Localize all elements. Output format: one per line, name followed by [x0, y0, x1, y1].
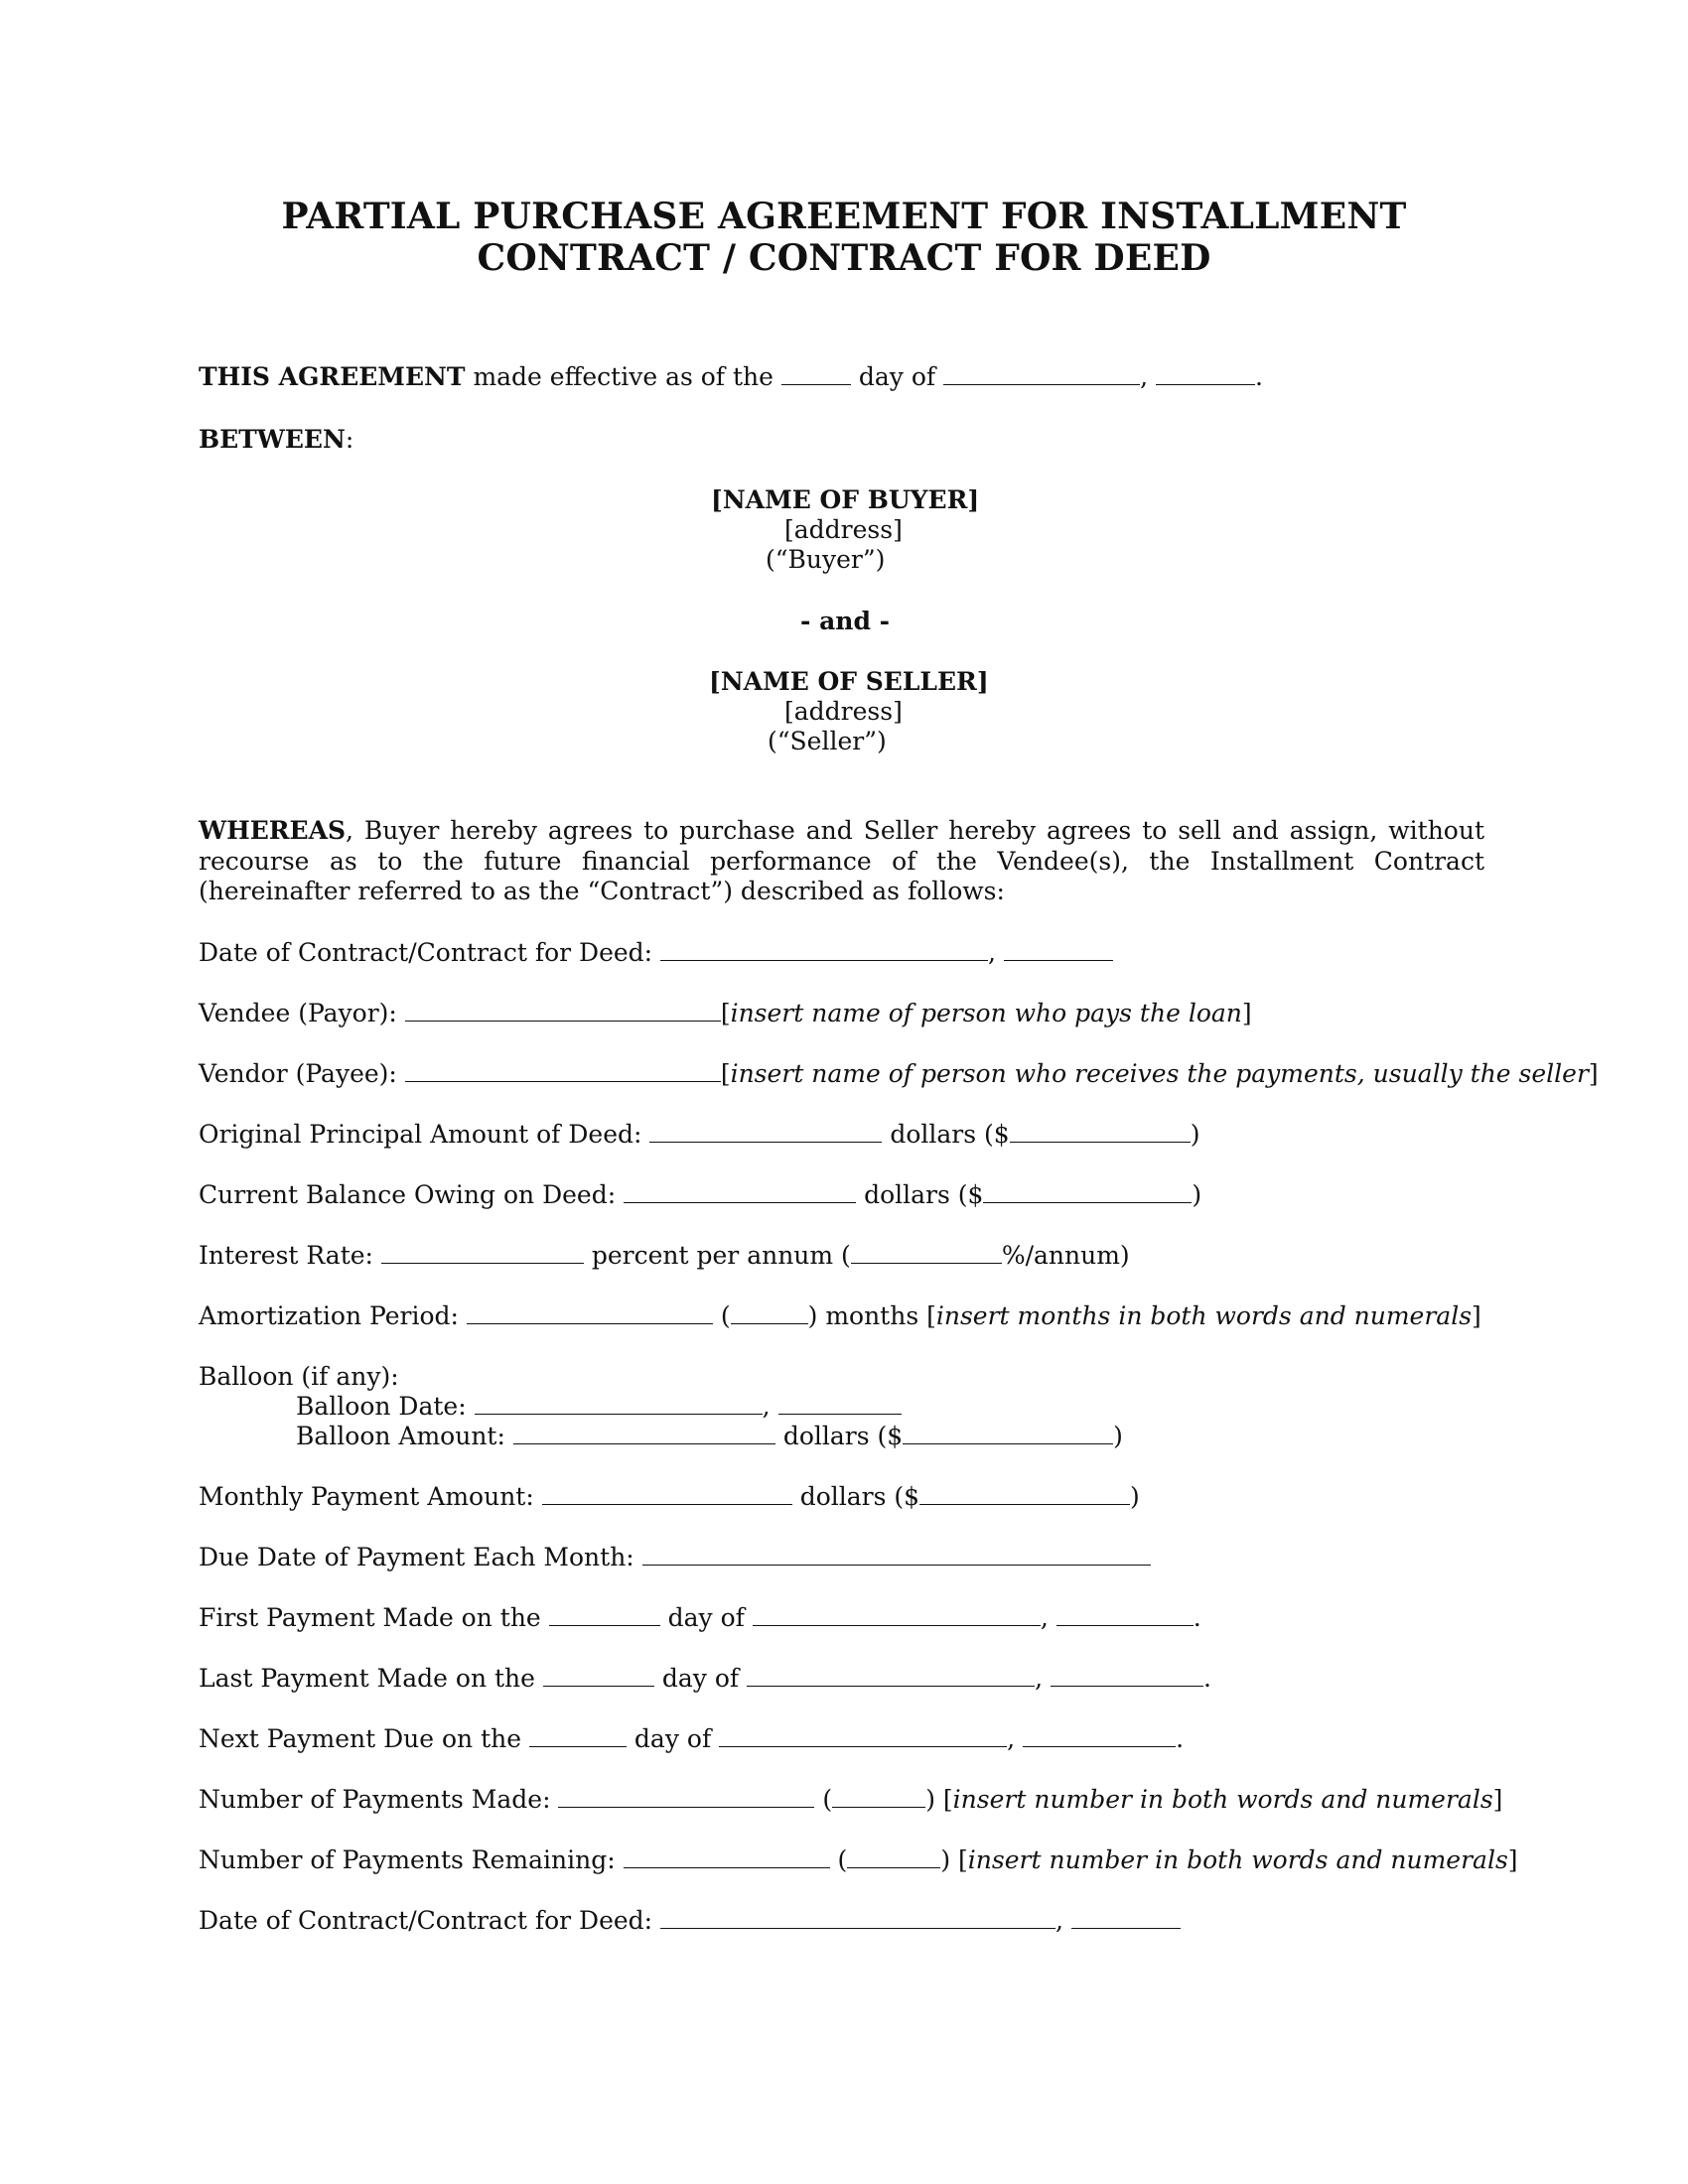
- current-balance-row: Current Balance Owing on Deed: dollars ($ ): [199, 1180, 1202, 1209]
- last-payment-day-blank[interactable]: [543, 1664, 654, 1687]
- buyer-name: [NAME OF BUYER]: [711, 485, 980, 514]
- seller-alias: (“Seller”): [768, 727, 887, 755]
- payments-made-number-blank[interactable]: [832, 1785, 925, 1808]
- payments-remaining-row: Number of Payments Remaining: ( ) [insert number in both words and numerals]: [199, 1845, 1518, 1874]
- vendor-note: insert name of person who receives the payments, usually the seller: [730, 1059, 1589, 1088]
- date-of-contract-row-2: Date of Contract/Contract for Deed: ,: [199, 1905, 1181, 1937]
- balloon-heading: Balloon (if any):: [199, 1362, 399, 1391]
- date-of-contract-row: Date of Contract/Contract for Deed: ,: [199, 937, 1113, 969]
- date-of-contract-2-year-blank[interactable]: [1071, 1906, 1181, 1929]
- first-payment-day-blank[interactable]: [549, 1603, 660, 1626]
- seller-address: [address]: [784, 697, 903, 726]
- interest-rate-number-blank[interactable]: [851, 1241, 1002, 1264]
- last-payment-year-blank[interactable]: [1051, 1664, 1203, 1687]
- current-balance-number-blank[interactable]: [983, 1180, 1192, 1203]
- interest-rate-words-blank[interactable]: [381, 1241, 584, 1264]
- last-payment-row: Last Payment Made on the day of , .: [199, 1664, 1211, 1693]
- payments-remaining-note: insert number in both words and numerals: [967, 1845, 1508, 1874]
- original-principal-number-blank[interactable]: [1010, 1120, 1191, 1143]
- and-separator: - and -: [800, 607, 891, 635]
- balloon-amount-number-blank[interactable]: [903, 1422, 1113, 1444]
- document-title-line-1: PARTIAL PURCHASE AGREEMENT FOR INSTALLMENT: [281, 196, 1407, 237]
- balloon-amount-words-blank[interactable]: [513, 1422, 775, 1444]
- first-payment-month-blank[interactable]: [753, 1603, 1041, 1626]
- due-date-row: Due Date of Payment Each Month:: [199, 1542, 1151, 1573]
- amortization-words-blank[interactable]: [467, 1301, 713, 1324]
- next-payment-row: Next Payment Due on the day of , .: [199, 1724, 1185, 1753]
- payments-made-row: Number of Payments Made: ( ) [insert number in both words and numerals]: [199, 1785, 1503, 1814]
- interest-rate-row: Interest Rate: percent per annum ( %/annum): [199, 1241, 1130, 1270]
- last-payment-month-blank[interactable]: [747, 1664, 1035, 1687]
- date-of-contract-year-blank[interactable]: [1004, 938, 1113, 961]
- date-of-contract-blank[interactable]: [660, 938, 988, 961]
- current-balance-words-blank[interactable]: [624, 1180, 856, 1203]
- original-principal-words-blank[interactable]: [649, 1120, 882, 1143]
- date-of-contract-2-blank[interactable]: [660, 1906, 1055, 1929]
- next-payment-month-blank[interactable]: [719, 1724, 1007, 1747]
- first-payment-year-blank[interactable]: [1056, 1603, 1194, 1626]
- year-blank[interactable]: [1156, 362, 1255, 385]
- original-principal-row: Original Principal Amount of Deed: dollars ($ ): [199, 1120, 1200, 1149]
- amortization-note: insert months in both words and numerals: [935, 1301, 1473, 1330]
- vendor-blank[interactable]: [405, 1059, 721, 1082]
- due-date-blank[interactable]: [642, 1543, 1151, 1566]
- monthly-payment-row: Monthly Payment Amount: dollars ($ ): [199, 1482, 1140, 1511]
- balloon-year-blank[interactable]: [778, 1392, 902, 1415]
- payments-made-words-blank[interactable]: [558, 1785, 814, 1808]
- monthly-payment-words-blank[interactable]: [542, 1482, 792, 1505]
- vendee-blank[interactable]: [405, 999, 721, 1022]
- agreement-date-line: THIS AGREEMENT made effective as of the day of , .: [199, 362, 1263, 391]
- payments-remaining-words-blank[interactable]: [624, 1845, 830, 1868]
- month-blank[interactable]: [943, 362, 1140, 385]
- amortization-number-blank[interactable]: [731, 1301, 808, 1324]
- balloon-amount-row: Balloon Amount: dollars ($ ): [296, 1422, 1123, 1450]
- vendee-note: insert name of person who pays the loan: [730, 999, 1242, 1027]
- buyer-alias: (“Buyer”): [766, 545, 886, 574]
- balloon-date-blank[interactable]: [475, 1392, 763, 1415]
- next-payment-day-blank[interactable]: [529, 1724, 627, 1747]
- between-heading: BETWEEN:: [199, 425, 354, 454]
- seller-name: [NAME OF SELLER]: [709, 667, 989, 696]
- monthly-payment-number-blank[interactable]: [919, 1482, 1130, 1505]
- next-payment-year-blank[interactable]: [1023, 1724, 1176, 1747]
- vendor-row: Vendor (Payee): [insert name of person who receives the payments, usually the seller]: [199, 1059, 1599, 1088]
- agreement-label: THIS AGREEMENT: [199, 362, 466, 391]
- buyer-address: [address]: [784, 515, 903, 544]
- payments-remaining-number-blank[interactable]: [847, 1845, 940, 1868]
- whereas-paragraph: WHEREAS, Buyer hereby agrees to purchase and Seller hereby agrees to sell and assign, without recourse as to the future financial performance of the Vendee(s), the Installment Contract (hereinafter referred to as the “Contract”) described as follows:: [199, 816, 1484, 905]
- vendee-row: Vendee (Payor): [insert name of person who pays the loan]: [199, 999, 1252, 1027]
- day-blank[interactable]: [781, 362, 851, 385]
- amortization-row: Amortization Period: ( ) months [insert months in both words and numerals]: [199, 1301, 1481, 1330]
- balloon-date-row: Balloon Date: ,: [296, 1391, 902, 1423]
- payments-made-note: insert number in both words and numerals: [952, 1785, 1493, 1814]
- document-title-line-2: CONTRACT / CONTRACT FOR DEED: [477, 237, 1211, 279]
- first-payment-row: First Payment Made on the day of , .: [199, 1603, 1201, 1632]
